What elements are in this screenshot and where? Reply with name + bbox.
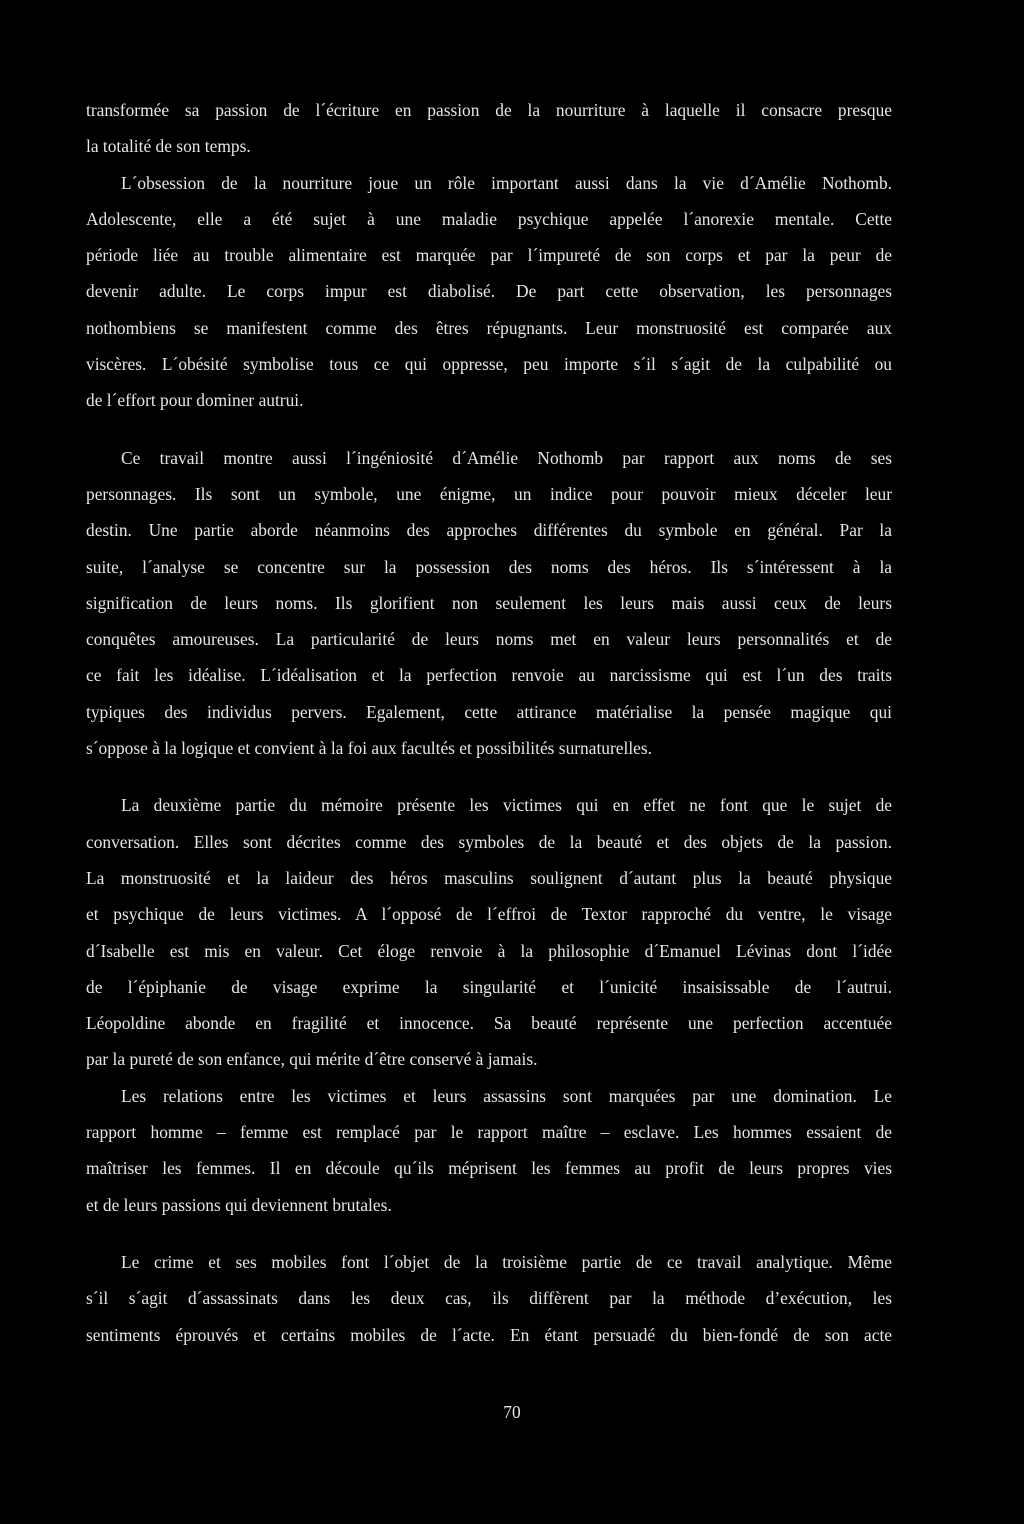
text-line: période liée au trouble alimentaire est marquée par l´impureté de son corps et par la peur de [86,245,892,266]
text-line: destin. Une partie aborde néanmoins des approches différentes du symbole en général. Par la [86,520,892,541]
text-line: sentiments éprouvés et certains mobiles de l´acte. En étant persuadé du bien-fondé de son acte [86,1324,892,1345]
paragraph-relations [86,1078,892,1223]
text-line: transformée sa passion de l´écriture en passion de la nourriture à laquelle il consacre presque [86,100,892,120]
text-line: Les relations entre les victimes et leurs assassins sont marquées par une domination. Le [121,1085,892,1106]
document-body [86,92,892,1353]
page-number: 70 [503,1402,521,1422]
text-line: personnages. Ils sont un symbole, une énigme, un indice pour pouvoir mieux déceler leur [86,483,892,504]
text-line: de l´épiphanie de visage exprime la singularité et l´unicité insaisissable de l´autrui. [86,976,892,997]
text-line: typiques des individus pervers. Egalement, cette attirance matérialise la pensée magique qui [86,701,892,722]
text-line: Le crime et ses mobiles font l´objet de la troisième partie de ce travail analytique. Même [121,1251,892,1272]
text-line: La deuxième partie du mémoire présente les victimes qui en effet ne font que le sujet de [121,795,892,816]
text-line: s´il s´agit d´assassinats dans les deux cas, ils diffèrent par la méthode d’exécution, les [86,1288,892,1309]
text-line: devenir adulte. Le corps impur est diabolisé. De part cette observation, les personnages [86,281,892,302]
text-line: la totalité de son temps. [86,136,251,157]
text-line: de l´effort pour dominer autrui. [86,390,304,411]
text-line: s´oppose à la logique et convient à la foi aux facultés et possibilités surnaturelles. [86,738,653,759]
text-line: Ce travail montre aussi l´ingéniosité d´Amélie Nothomb par rapport aux noms de ses [121,447,892,468]
text-line: ce fait les idéalise. L´idéalisation et la perfection renvoie au narcissisme qui est l´un des traits [86,665,892,686]
text-line: signification de leurs noms. Ils glorifient non seulement les leurs mais aussi ceux de leurs [86,592,892,613]
paragraph-continuation [86,92,892,165]
paragraph-crime [86,1244,892,1353]
paragraph-gap [86,1223,892,1244]
text-line: conquêtes amoureuses. La particularité de leurs noms met en valeur leurs personnalités et de [86,629,892,650]
text-line: rapport homme – femme est remplacé par le rapport maître – esclave. Les hommes essaient de [86,1122,892,1143]
text-line: L´obsession de la nourriture joue un rôle important aussi dans la vie d´Amélie Nothomb. [121,172,892,193]
text-line: maîtriser les femmes. Il en découle qu´ils méprisent les femmes au profit de leurs propres vies [86,1158,892,1179]
paragraph-obsession [86,165,892,419]
paragraph-gap [86,766,892,787]
text-line: par la pureté de son enfance, qui mérite d´être conservé à jamais. [86,1049,538,1070]
text-line: La monstruosité et la laideur des héros masculins soulignent d´autant plus la beauté physique [86,867,892,888]
paragraph-names [86,440,892,767]
paragraph-gap [86,419,892,440]
text-line: et de leurs passions qui deviennent brutales. [86,1194,392,1215]
paragraph-victims [86,787,892,1077]
text-line: Adolescente, elle a été sujet à une maladie psychique appelée l´anorexie mentale. Cette [86,208,892,229]
text-line: viscères. L´obésité symbolise tous ce qui oppresse, peu importe s´il s´agit de la culpabilité ou [86,354,892,375]
text-line: et psychique de leurs victimes. A l´opposé de l´effroi de Textor rapproché du ventre, le visage [86,904,892,925]
text-line: conversation. Elles sont décrites comme des symboles de la beauté et des objets de la passion. [86,831,892,852]
text-line: nothombiens se manifestent comme des êtres répugnants. Leur monstruosité est comparée aux [86,317,892,338]
text-line: d´Isabelle est mis en valeur. Cet éloge renvoie à la philosophie d´Emanuel Lévinas dont l´idée [86,940,892,961]
text-line: suite, l´analyse se concentre sur la possession des noms des héros. Ils s´intéressent à la [86,556,892,577]
text-line: Léopoldine abonde en fragilité et innocence. Sa beauté représente une perfection accentuée [86,1013,892,1034]
